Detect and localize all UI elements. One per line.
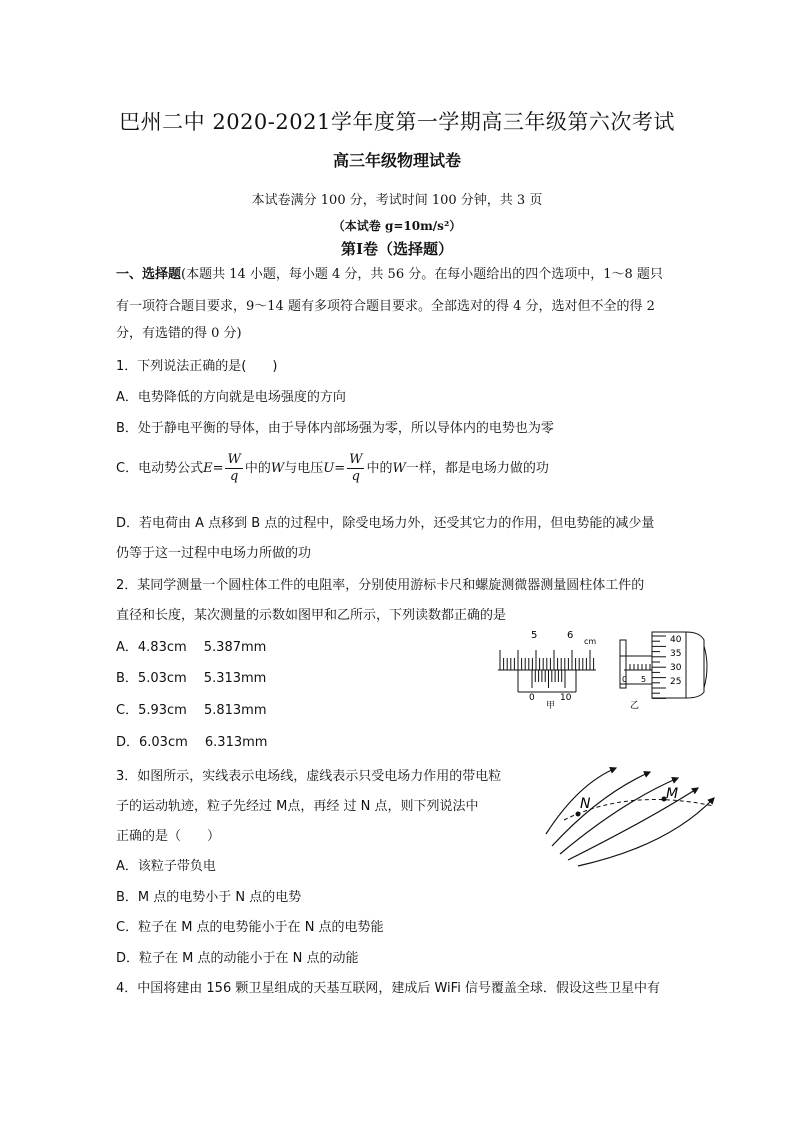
- main-scale-6: 6: [567, 630, 574, 641]
- intro-line-1: [116, 263, 663, 282]
- label-m: M: [666, 786, 679, 802]
- exam-title: 巴州二中 2020-2021学年度第一学期高三年级第六次考试: [119, 110, 675, 134]
- q1-c-mid3: 中的: [366, 461, 393, 476]
- thimble-25: 25: [670, 677, 682, 687]
- main-scale-ticks: [500, 650, 594, 670]
- frac-den: q: [351, 469, 360, 484]
- micrometer: [620, 632, 707, 711]
- thimble-40: 40: [670, 635, 682, 645]
- field-line-2: [552, 772, 650, 846]
- gravity-note: （本试卷 g=10m/s²）: [332, 219, 462, 233]
- field-line-5: [578, 798, 714, 866]
- q1-option-c: [116, 452, 549, 485]
- q3-stem-1: 3．如图所示，实线表示电场线，虚线表示只受电场力作用的带电粒: [116, 769, 502, 784]
- exam-note: 本试卷满分 100 分，考试时间 100 分钟，共 3 页: [251, 193, 543, 208]
- q3-option-d: D．粒子在 M 点的动能小于在 N 点的动能: [116, 951, 359, 966]
- vernier-caliper: [498, 630, 596, 711]
- q1-stem: 1．下列说法正确的是( ): [116, 359, 278, 374]
- q2-option-b: B．5.03cm 5.313mm: [116, 671, 267, 686]
- thimble-35: 35: [670, 649, 682, 659]
- vernier-ticks: [532, 670, 565, 688]
- fraction-w-over-q: [225, 452, 242, 485]
- q1-option-b: B．处于静电平衡的导体，由于导体内部场强为零，所以导体内的电势也为零: [116, 421, 554, 436]
- q4-stem-1: 4．中国将建由 156 颗卫星组成的天基互联网，建成后 WiFi 信号覆盖全球．假设这些卫星中有: [116, 981, 660, 996]
- q1-c-e: E=: [203, 461, 224, 476]
- sleeve-0: 0: [622, 675, 628, 684]
- thimble-30: 30: [670, 663, 682, 673]
- section-title: 第Ⅰ卷（选择题）: [340, 240, 454, 258]
- intro-line-2: 有一项符合题目要求，9～14 题有多项符合题目要求。全部选对的得 4 分，选对但不全的得 2: [116, 299, 655, 314]
- vernier-0: 0: [529, 693, 535, 703]
- measurement-figure: [494, 626, 716, 712]
- q1-c-u: U=: [323, 461, 346, 476]
- intro-line-3: 分，有选错的得 0 分): [116, 326, 242, 341]
- exam-subtitle: 高三年级物理试卷: [332, 151, 461, 170]
- q3-option-a: A．该粒子带负电: [116, 859, 216, 874]
- unit-label: cm: [584, 637, 597, 646]
- intro-text-1: (本题共 14 小题，每小题 4 分，共 56 分。在每小题给出的四个选项中，1～8 题只: [181, 267, 663, 282]
- q1-option-d-line1: D．若电荷由 A 点移到 B 点的过程中，除受电场力外，还受其它力的作用，但电势能的减少量: [116, 516, 655, 531]
- q1-c-mid1: 中的: [244, 461, 271, 476]
- q1-c-mid2: 与电压: [284, 461, 324, 476]
- q3-stem-3: 正确的是（ ）: [116, 829, 221, 844]
- intro-label: 一、选择题: [116, 267, 182, 282]
- q2-option-d: D．6.03cm 6.313mm: [116, 735, 268, 750]
- main-scale-5: 5: [531, 630, 538, 641]
- thimble-ticks: [652, 636, 666, 698]
- q1-c-prefix: C．电动势公式: [116, 461, 204, 476]
- vernier-10: 10: [560, 693, 572, 703]
- electric-field-figure: [538, 764, 718, 868]
- q2-stem-1: 2．某同学测量一个圆柱体工件的电阻率，分别使用游标卡尺和螺旋测微器测量圆柱体工件的: [116, 578, 645, 593]
- frac-num: W: [227, 452, 241, 467]
- q3-option-b: B．M 点的电势小于 N 点的电势: [116, 890, 302, 905]
- sleeve-ticks: [626, 664, 650, 670]
- q2-option-a: A．4.83cm 5.387mm: [116, 640, 267, 655]
- q2-stem-2: 直径和长度，某次测量的示数如图甲和乙所示，下列读数都正确的是: [116, 608, 507, 623]
- frac-num: W: [349, 452, 363, 467]
- fraction-w-over-q-2: [347, 452, 364, 485]
- q1-c-end: 一样，都是电场力做的功: [405, 461, 549, 476]
- q1-option-a: A．电势降低的方向就是电场强度的方向: [116, 390, 346, 405]
- q3-option-c: C．粒子在 M 点的电势能小于在 N 点的电势能: [116, 920, 384, 935]
- figure-label-yi: 乙: [630, 701, 640, 711]
- label-n: N: [580, 796, 591, 812]
- q1-c-w: W: [270, 461, 285, 476]
- figure-label-jia: 甲: [546, 701, 556, 711]
- point-n: [576, 812, 581, 817]
- q3-stem-2: 子的运动轨迹，粒子先经过 M点，再经 过 N 点，则下列说法中: [116, 799, 479, 814]
- frac-den: q: [229, 469, 239, 484]
- q2-option-c: C．5.93cm 5.813mm: [116, 703, 267, 718]
- q1-option-d-line2: 仍等于这一过程中电场力所做的功: [116, 546, 312, 561]
- sleeve-5: 5: [641, 675, 647, 684]
- q1-c-w2: W: [392, 461, 406, 476]
